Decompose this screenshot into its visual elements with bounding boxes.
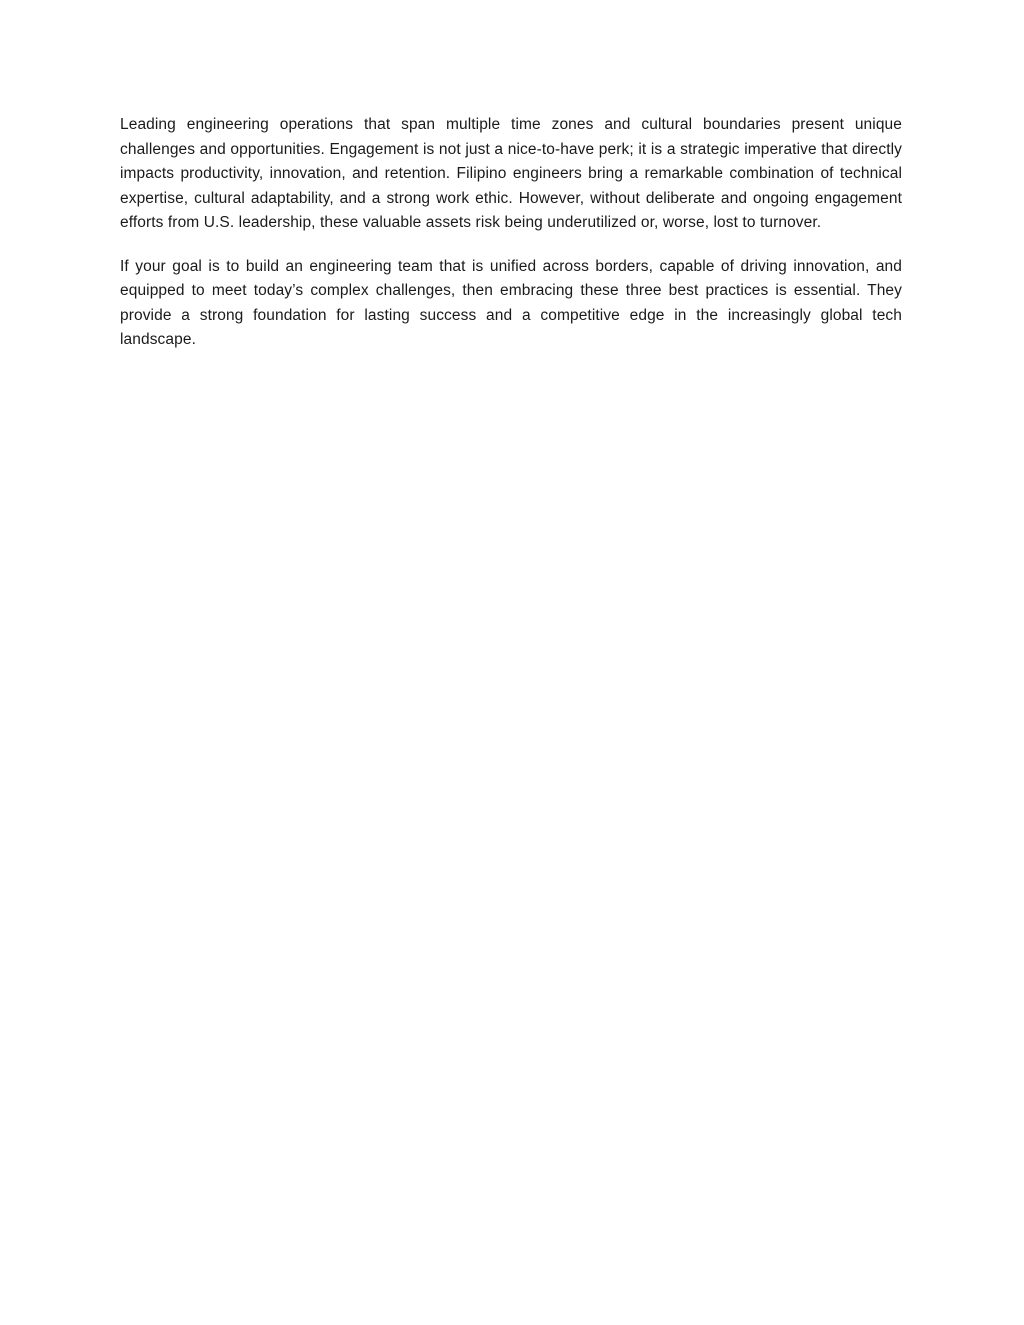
- paragraph: If your goal is to build an engineering team that is unified across borders, capable of driving innovation, and equipped to meet today’s complex challenges, then embracing these three best practices is essential. They provide a strong foundation for lasting success and a competitive edge in the increasingly global tech landscape.: [120, 257, 902, 348]
- paragraph: Leading engineering operations that span multiple time zones and cultural boundaries present unique challenges and opportunities. Engagement is not just a nice-to-have perk; it is a strategic imperative that directly impacts productivity, innovation, and retention. Filipino engineers bring a remarkable combination of technical expertise, cultural adaptability, and a strong work ethic. However, without deliberate and ongoing engagement efforts from U.S. leadership, these valuable assets risk being underutilized or, worse, lost to turnover.: [120, 116, 902, 231]
- document-body: [120, 113, 902, 372]
